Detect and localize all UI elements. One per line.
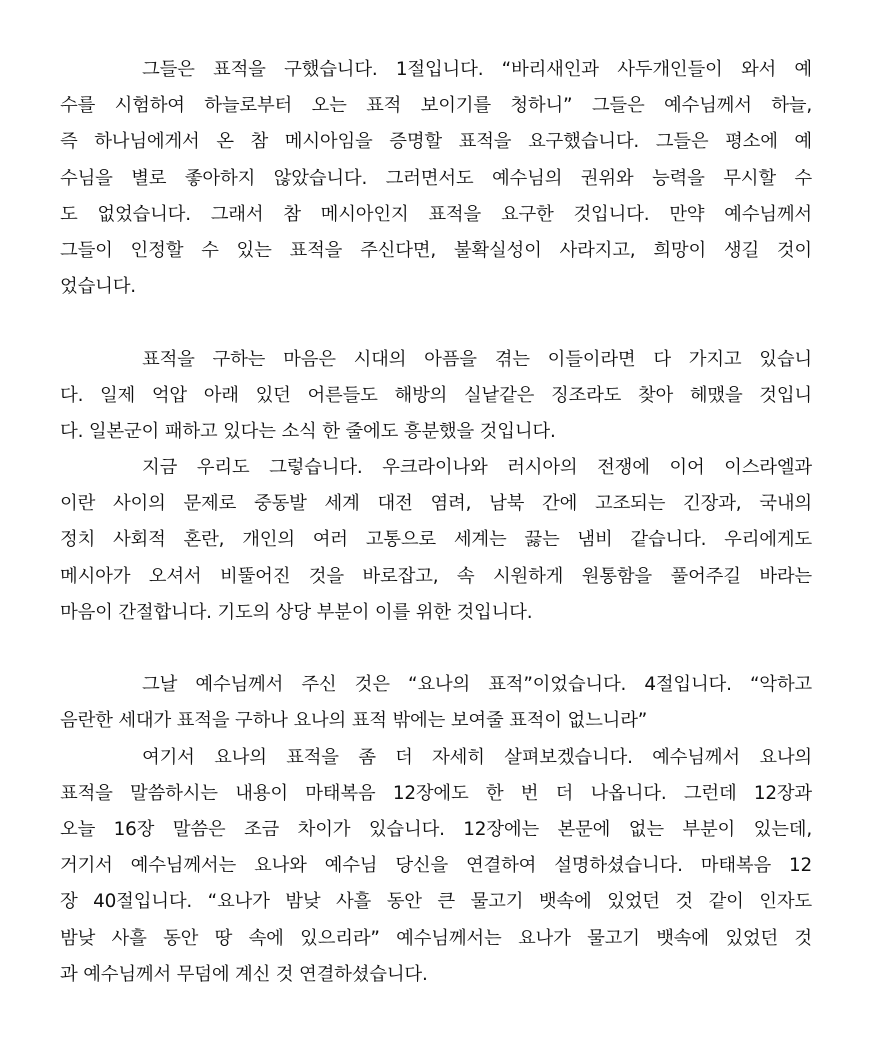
text-line: 수를 시험하여 하늘로부터 오는 표적 보이기를 청하니” 그들은 예수님께서 하늘, (60, 95, 812, 117)
document-body (60, 52, 812, 993)
text-line: 거기서 예수님께서는 요나와 예수님 당신을 연결하여 설명하셨습니다. 마태복음 12 (60, 855, 812, 877)
text-line: 밤낮 사흘 동안 땅 속에 있으리라” 예수님께서는 요나가 물고기 뱃속에 있었던 것 (60, 927, 812, 949)
paragraph-gap (60, 631, 812, 667)
text-line: 표적을 말씀하시는 내용이 마태복음 12장에도 한 번 더 나옵니다. 그런데 12장과 (60, 782, 812, 804)
text-line: 여기서 요나의 표적을 좀 더 자세히 살펴보겠습니다. 예수님께서 요나의 (142, 746, 812, 768)
text-line: 과 예수님께서 무덤에 계신 것 연결하셨습니다. (60, 963, 428, 985)
text-line: 메시아가 오셔서 비뚤어진 것을 바로잡고, 속 시원하게 원통함을 풀어주길 바라는 (60, 565, 812, 587)
text-line: 표적을 구하는 마음은 시대의 아픔을 겪는 이들이라면 다 가지고 있습니 (142, 348, 812, 370)
text-line: 도 없었습니다. 그래서 참 메시아인지 표적을 요구한 것입니다. 만약 예수님께서 (60, 203, 812, 225)
text-line: 이란 사이의 문제로 중동발 세계 대전 염려, 남북 간에 고조되는 긴장과, 국내의 (60, 493, 812, 515)
paragraph (60, 740, 812, 993)
text-line: 다. 일본군이 패하고 있다는 소식 한 줄에도 흥분했을 것입니다. (60, 420, 556, 442)
paragraph (60, 52, 812, 305)
text-line: 마음이 간절합니다. 기도의 상당 부분이 이를 위한 것입니다. (60, 601, 533, 623)
text-line: 었습니다. (60, 276, 136, 298)
paragraph (60, 450, 812, 631)
paragraph-gap (60, 305, 812, 341)
text-line: 즉 하나님에게서 온 참 메시아임을 증명할 표적을 요구했습니다. 그들은 평소에 예 (60, 131, 812, 153)
text-line: 음란한 세대가 표적을 구하나 요나의 표적 밖에는 보여줄 표적이 없느니라” (60, 710, 648, 732)
paragraph (60, 667, 812, 739)
text-line: 그들은 표적을 구했습니다. 1절입니다. “바리새인과 사두개인들이 와서 예 (142, 59, 812, 80)
text-line: 그날 예수님께서 주신 것은 “요나의 표적”이었습니다. 4절입니다. “악하고 (142, 674, 812, 696)
text-line: 수님을 별로 좋아하지 않았습니다. 그러면서도 예수님의 권위와 능력을 무시할 수 (60, 167, 812, 189)
text-line: 오늘 16장 말씀은 조금 차이가 있습니다. 12장에는 본문에 없는 부분이 있는데, (60, 818, 812, 840)
text-line: 지금 우리도 그렇습니다. 우크라이나와 러시아의 전쟁에 이어 이스라엘과 (142, 457, 812, 479)
text-line: 정치 사회적 혼란, 개인의 여러 고통으로 세계는 끓는 냄비 같습니다. 우리에게도 (60, 529, 812, 551)
text-line: 다. 일제 억압 아래 있던 어른들도 해방의 실낱같은 징조라도 찾아 헤맸을 것입니 (60, 384, 812, 406)
text-line: 장 40절입니다. “요나가 밤낮 사흘 동안 큰 물고기 뱃속에 있었던 것 같이 인자도 (60, 891, 812, 913)
paragraph (60, 342, 812, 451)
text-line: 그들이 인정할 수 있는 표적을 주신다면, 불확실성이 사라지고, 희망이 생길 것이 (60, 239, 812, 261)
